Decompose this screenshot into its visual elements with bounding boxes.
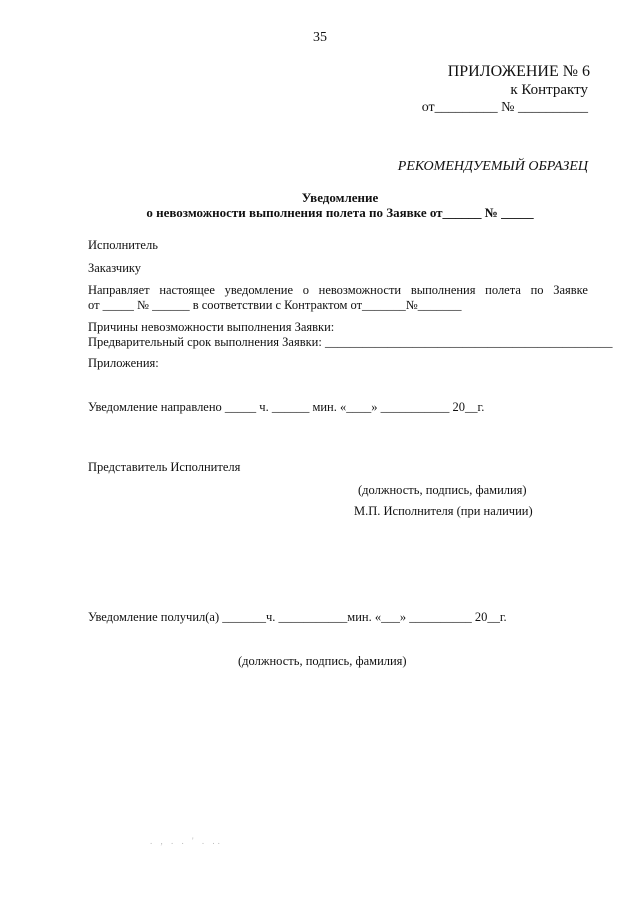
sends-word: Направляет bbox=[88, 283, 150, 297]
sends-word: Заявке bbox=[553, 283, 588, 297]
notice-sent-line: Уведомление направлено _____ ч. ______ мин. «____» ___________ 20__г. bbox=[88, 400, 485, 414]
notice-received-line: Уведомление получил(а) _______ч. ___________мин. «___» __________ 20__г. bbox=[88, 610, 507, 624]
preliminary-term-line: Предварительный срок выполнения Заявки: ______________________________________________ bbox=[88, 335, 613, 349]
notice-subtitle: о невозможности выполнения полета по Заявке от______ № _____ bbox=[146, 205, 534, 220]
sample-label: РЕКОМЕНДУЕМЫЙ ОБРАЗЕЦ bbox=[397, 159, 588, 174]
sends-word: полета bbox=[485, 283, 521, 297]
reasons-line: Причины невозможности выполнения Заявки: bbox=[88, 320, 335, 334]
appendix-subtitle: к Контракту bbox=[510, 82, 588, 98]
notice-title: Уведомление bbox=[301, 190, 379, 205]
customer-line: Заказчику bbox=[88, 261, 142, 275]
sends-notice-line-2: от _____ № ______ в соответствии с Контрактом от_______№_______ bbox=[88, 298, 462, 312]
representative-label: Представитель Исполнителя bbox=[88, 460, 241, 474]
appendix-title: ПРИЛОЖЕНИЕ № 6 bbox=[447, 63, 590, 80]
page-number: 35 bbox=[313, 30, 327, 45]
appendix-reference: от_________ № __________ bbox=[421, 100, 588, 115]
seal-caption: М.П. Исполнителя (при наличии) bbox=[354, 504, 533, 518]
sends-word: невозможности bbox=[318, 283, 402, 297]
sends-notice-line bbox=[88, 283, 588, 298]
position-signature-caption: (должность, подпись, фамилия) bbox=[358, 483, 527, 497]
sends-word: настоящее bbox=[159, 283, 215, 297]
attachments-line: Приложения: bbox=[88, 356, 159, 370]
sends-word: по bbox=[530, 283, 544, 297]
sends-word: выполнения bbox=[410, 283, 476, 297]
scan-marks: . , . . ' . .. bbox=[150, 836, 223, 846]
sends-word: уведомление bbox=[224, 283, 294, 297]
receiver-position-caption: (должность, подпись, фамилия) bbox=[238, 654, 407, 668]
sends-word: о bbox=[302, 283, 309, 297]
contractor-line: Исполнитель bbox=[88, 238, 158, 252]
